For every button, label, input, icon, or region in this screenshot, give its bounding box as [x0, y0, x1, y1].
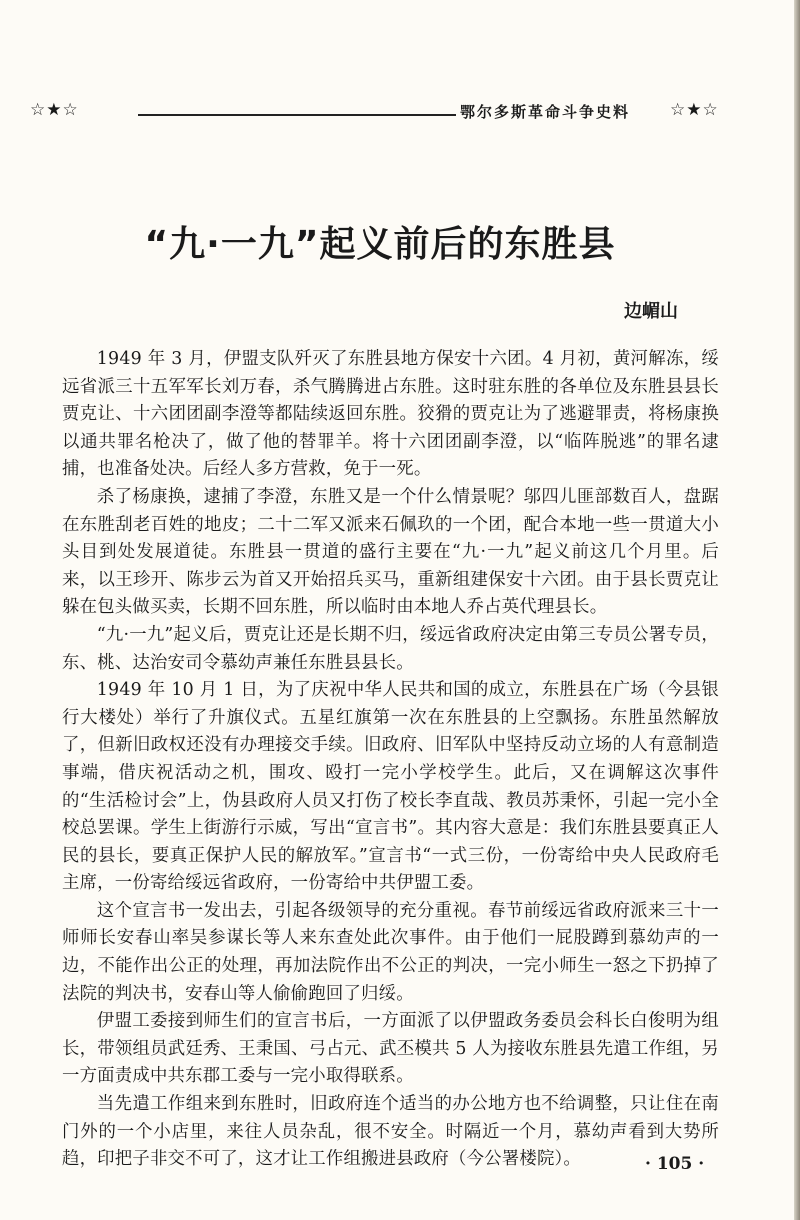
- paragraph-3: “九·一九”起义后，贾克让还是长期不归，绥远省政府决定由第三专员公署专员，东、桃、达治安司令慕幼声兼任东胜县县长。: [62, 624, 719, 673]
- running-header: [30, 100, 730, 126]
- paragraph-1: 1949 年 3 月，伊盟支队歼灭了东胜县地方保安十六团。4 月初，黄河解冻，绥远省派三十五军军长刘万春，杀气腾腾进占东胜。这时驻东胜的各单位及东胜县县长贾克让、十六团团副李澄等都陆续返回东胜。狡猾的贾克让为了逃避罪责，将杨康换以通共罪名枪决了，做了他的替罪羊。将十六团团副李澄，以“临阵脱逃”的罪名逮捕，也准备处决。后经人多方营救，免于一死。: [62, 349, 719, 480]
- paragraph-2: 杀了杨康换，逮捕了李澄，东胜又是一个什么情景呢？邬四儿匪部数百人，盘踞在东胜刮老百姓的地皮；二十二军又派来石佩玖的一个团，配合本地一些一贯道大小头目到处发展道徒。东胜县一贯道的盛行主要在“九·一九”起义前这几个月里。后来，以王珍开、陈步云为首又开始招兵买马，重新组建保安十六团。由于县长贾克让躲在包头做买卖，长期不回东胜，所以临时由本地人乔占英代理县长。: [62, 486, 719, 618]
- page-edge: [794, 0, 800, 1220]
- paragraph-7: 当先遣工作组来到东胜时，旧政府连个适当的办公地方也不给调整，只让住在南门外的一个小店里，来往人员杂乱，很不安全。时隔近一个月，慕幼声看到大势所趋，印把子非交不可了，这才让工作组搬进县政府（今公署楼院）。: [62, 1094, 719, 1170]
- page-number: · 105 ·: [645, 1154, 705, 1174]
- header-rule: [138, 114, 456, 116]
- paragraph-4: 1949 年 10 月 1 日，为了庆祝中华人民共和国的成立，东胜县在广场（今县银行大楼处）举行了升旗仪式。五星红旗第一次在东胜县的上空飘扬。东胜虽然解放了，但新旧政权还没有办理接交手续。旧政府、旧军队中坚持反动立场的人有意制造事端，借庆祝活动之机，围攻、殴打一完小学校学生。此后，又在调解这次事件的“生活检讨会”上，伪县政府人员又打伤了校长李直哉、教员苏秉怀，引起一完小全校总罢课。学生上街游行示威，写出“宣言书”。其内容大意是：我们东胜县要真正人民的县长，要真正保护人民的解放军。”宣言书“一式三份，一份寄给中央人民政府毛主席，一份寄给绥远省政府，一份寄给中共伊盟工委。: [62, 680, 719, 894]
- paragraph-6: 伊盟工委接到师生们的宣言书后，一方面派了以伊盟政务委员会科长白俊明为组长，带领组员武廷秀、王秉国、弓占元、武丕模共 5 人为接收东胜县先遣工作组，另一方面责成中共东郡工委与一完小取得联系。: [62, 1011, 719, 1087]
- journal-title: 鄂尔多斯革命斗争史料: [460, 103, 631, 121]
- article-title: “九·一九”起义前后的东胜县: [144, 224, 616, 265]
- author-name: 边嵋山: [624, 301, 678, 322]
- stars-right-decoration: ☆★☆: [670, 100, 719, 120]
- article-body: [62, 346, 719, 1174]
- paragraph-5: 这个宣言书一发出去，引起各级领导的充分重视。春节前绥远省政府派来三十一师师长安春山率吴参谋长等人来东查处此次事件。由于他们一屁股蹲到慕幼声的一边，不能作出公正的处理，再加法院作出不公正的判决，一完小师生一怒之下扔掉了法院的判决书，安春山等人偷偷跑回了归绥。: [62, 900, 719, 1004]
- stars-left-decoration: ☆★☆: [30, 100, 79, 120]
